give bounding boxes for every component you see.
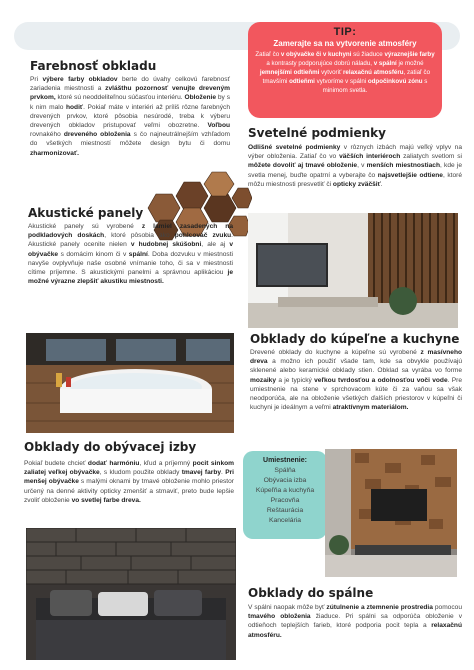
section-text-kuchyne: Drevené obklady do kuchyne a kúpeľne sú vyrobené z masívneho dreva a možno ich použiť všade tam, kde sa obvykle používajú sklenené alebo keramické obklady stien. Obklad sa vyrába vo forme mozaiky a je typický veľkou tvrdosťou a odolnosťou voči vode. Pre umiestnenie na stene v sprchovacom kúte či za vaňou sa však neodporúča, ale na obloženie všetkých ďalších priestorov v kúpeľni či kuchyni je ideálnym a veľmi atraktívnym materiálom.	[250, 349, 463, 412]
placement-item: Obývacia izba	[263, 477, 307, 484]
section-text-svetelne: Odlišné svetelné podmienky v rôznych izbách majú veľký vplyv na výber obloženia. Zatiaľ čo vo väčších interiéroch zaliatych svetlom si môžete dovoliť aj tmavé obloženie, v menších miestnostiach, kde je svetla menej, buďte opatrní a vyberajte čo najsvetlejšie odtiene, ktoré môžu miestnosti presvetliť či opticky zväčšiť.	[248, 144, 463, 188]
tip-subheading: Zamerajte sa na vytvorenie atmosféry	[273, 39, 417, 48]
living-room-acoustic-panels-image	[248, 213, 458, 328]
section-title-farebnost: Farebnosť obkladu	[30, 59, 157, 73]
bedroom-image	[26, 528, 236, 660]
section-title-svetelne: Svetelné podmienky	[248, 126, 386, 140]
bathroom-image	[26, 333, 234, 433]
placement-item: Reštaurácia	[266, 507, 304, 514]
section-title-spalna: Obklady do spálne	[248, 586, 374, 600]
tip-heading: TIP:	[333, 26, 357, 38]
section-title-kuchyne: Obklady do kúpeľne a kuchyne	[250, 332, 460, 346]
section-text-farebnost: Pri výbere farby obkladov berte do úvahy celkovú farebnosť zariadenia miestnosti a zvlášthu pozornosť venujte dreveným prvkom, ktoré sú neoddeliteľnou súčasťou interiéru. Obloženie by s k nim malo hodiť. Pokiaľ máte v interiéri až príliš rôzne farebných drevených prvkov, ktoré pôsobia nesúrodé, treba k výberu drevených obkladov pristupovať veľmi obozretne. Voľbou rovnakého dreveného obloženia s čo najneutrálnejším vzhľadom do všetkých miestností môžete design bytu či domu zharmonizovať.	[30, 76, 230, 157]
living-room-wood-wall-image	[325, 449, 457, 577]
placement-item: Kancelária	[268, 517, 302, 524]
tip-text: Zatiaľ čo v obývačke či v kuchyni sú žiaduce výraznejšie farby a kontrasty podporujúce dobrú náladu, v spální je možné jemnejšími odtieňmi vytvoriť relaxačnú atmosféru, zatiaľ čo tmavšími odtieňmi vytvoríme v spálni odpočinkovú zónu s minimom svetla.	[255, 51, 435, 94]
tip-box	[248, 22, 442, 118]
placement-heading: Umiestnenie:	[263, 457, 307, 464]
section-title-obyvacka: Obklady do obývacej izby	[24, 440, 197, 454]
section-text-akustik: Akustické panely sú vyrobené z lamiel zasadených na podkladových doskách, ktoré pôsobia ako pohlcovač zvuku. Akustické panely ocenite nielen v hudobnej skúšobni, ale aj v obývačke s domácim kinom či v spální. Doba dozvuku v miestnosti navyše ovplyvňuje naše osobné vnímanie toho, či sa v miestnosti cítime príjemne. S akustickými panelmi a správnou aplikáciou je možné výrazne zlepšiť akustiku miestnosti.	[28, 223, 233, 286]
section-title-akustik: Akustické panely	[28, 206, 144, 220]
placement-list-box	[243, 451, 327, 539]
section-text-obyvacka: Pokiaľ budete chcieť dodať harmóniu, kľud a príjemný pocit sinkom zaliatej veľkej obývačke, s kludom použite obklady tmavej farby. Pri menšej obývačke s malými oknami by tmavé obloženie mohlo priestor určený na denné aktivity opticky zmenšiť a stmaviť, preto bude lepšie zvoliť obloženie vo svetlej farbe dreva.	[24, 460, 234, 504]
section-text-spalna: V spálni naopak môže byť zútulnenie a ztemnenie prostredia pomocou tmavého obloženia žiaduce. Pri spálni sa odporúča obloženie v odtieňoch teplejších farieb, ktoré podporia pocit tepla a relaxačnú atmosféru.	[248, 604, 463, 639]
placement-item: Kúpeľňa a kuchyňa	[255, 487, 315, 494]
placement-item: Pracovňa	[270, 497, 300, 504]
placement-item: Spálňa	[274, 467, 296, 474]
